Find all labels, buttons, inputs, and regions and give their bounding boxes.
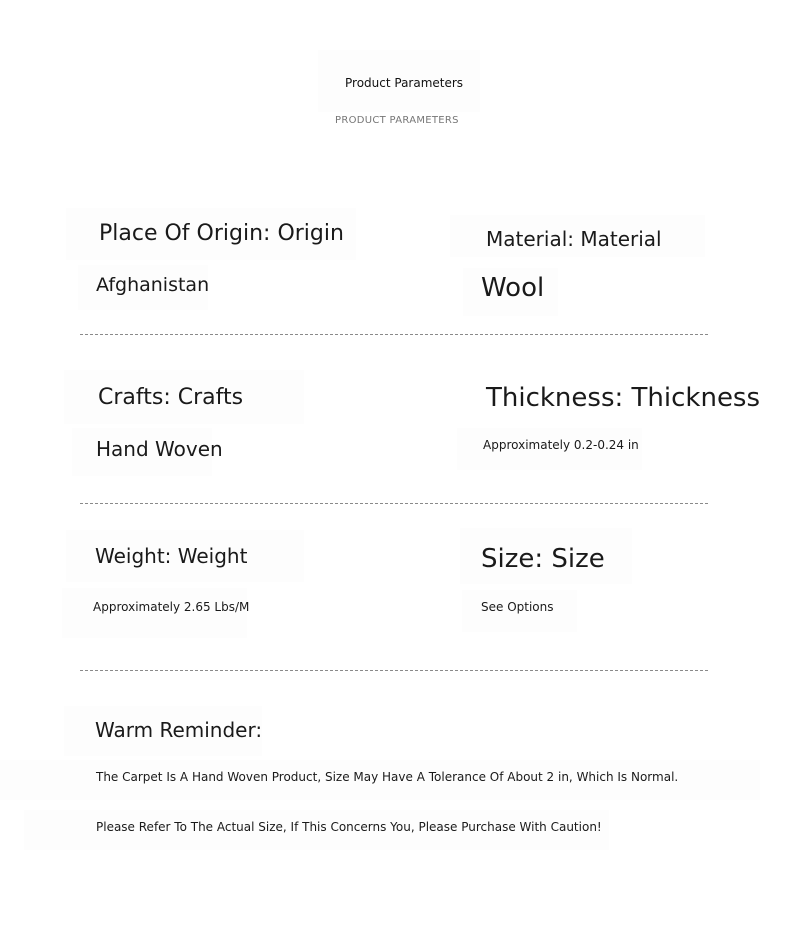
row-divider <box>80 670 708 671</box>
thickness-label: Thickness: Thickness <box>486 383 761 413</box>
crafts-value: Hand Woven <box>96 437 223 461</box>
row-divider <box>80 334 708 335</box>
page-subtitle: PRODUCT PARAMETERS <box>335 115 459 126</box>
reminder-title: Warm Reminder: <box>95 718 263 742</box>
crafts-label: Crafts: Crafts <box>98 385 244 410</box>
reminder-line-2: Please Refer To The Actual Size, If This Concerns You, Please Purchase With Caution! <box>96 820 602 834</box>
reminder-line-1: The Carpet Is A Hand Woven Product, Size May Have A Tolerance Of About 2 in, Which Is Normal. <box>96 770 679 784</box>
weight-label: Weight: Weight <box>95 544 248 568</box>
material-label: Material: Material <box>486 227 662 251</box>
size-value: See Options <box>481 600 554 614</box>
thickness-value: Approximately 0.2-0.24 in <box>483 438 639 452</box>
origin-value: Afghanistan <box>96 274 210 296</box>
size-label: Size: Size <box>481 544 605 574</box>
material-value: Wool <box>481 273 545 303</box>
weight-value: Approximately 2.65 Lbs/M <box>93 600 250 614</box>
row-divider <box>80 503 708 504</box>
page-title: Product Parameters <box>345 76 464 90</box>
origin-label: Place Of Origin: Origin <box>99 221 344 246</box>
